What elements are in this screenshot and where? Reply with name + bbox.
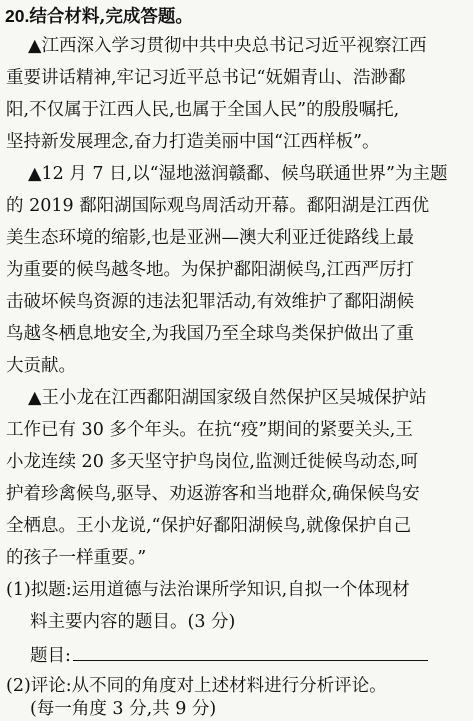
- material-3-line-2: 工作已有 30 多个年头。在抗“疫”期间的紧要关头,王: [6, 420, 413, 440]
- material-1-line-4: 坚持新发展理念,奋力打造美丽中国“江西样板”。: [6, 132, 380, 152]
- material-1-line-3: 阳,不仅属于江西人民,也属于全国人民”的殷殷嘱托,: [6, 100, 400, 120]
- material-3-line-1: ▲王小龙在江西鄱阳湖国家级自然保护区吴城保护站: [28, 388, 427, 408]
- subquestion-2-line-2: (每一角度 3 分,共 9 分): [30, 699, 217, 719]
- question-header: [5, 2, 473, 30]
- material-2-line-3: 美生态环境的缩影,也是亚洲—澳大利亚迁徙路线上最: [6, 228, 415, 248]
- answer-row: [30, 640, 473, 668]
- material-2-line-6: 鸟越冬栖息地安全,为我国乃至全球鸟类保护做出了重: [6, 324, 415, 344]
- material-3-line-4: 护着珍禽候鸟,驱导、劝返游客和当地群众,确保候鸟安: [6, 484, 420, 504]
- subquestion-1-line-1: (1)拟题:运用道德与法治课所学知识,自拟一个体现材: [6, 580, 410, 600]
- material-2-line-7: 大贡献。: [6, 356, 76, 376]
- material-3-line-6: 的孩子一样重要。”: [6, 548, 147, 568]
- material-2-line-4: 为重要的候鸟越冬地。为保护鄱阳湖候鸟,江西严厉打: [6, 260, 415, 280]
- question-number: 20.: [5, 6, 30, 26]
- answer-blank-line[interactable]: [73, 640, 428, 661]
- material-1-line-1: ▲江西深入学习贯彻中共中央总书记习近平视察江西: [28, 36, 427, 56]
- subquestion-2-line-1: (2)评论:从不同的角度对上述材料进行分析评论。: [6, 676, 387, 696]
- material-3-line-5: 全栖息。王小龙说,“保护好鄱阳湖候鸟,就像保护自己: [6, 516, 412, 536]
- material-2-line-1: ▲12 月 7 日,以“湿地滋润赣鄱、候鸟联通世界”为主题: [28, 164, 448, 184]
- answer-label: 题目:: [30, 646, 71, 666]
- material-3-line-3: 小龙连续 20 多天坚守护鸟岗位,监测迁徙候鸟动态,呵: [6, 452, 419, 472]
- material-2-line-2: 的 2019 鄱阳湖国际观鸟周活动开幕。鄱阳湖是江西优: [6, 196, 430, 216]
- material-2-line-5: 击破坏候鸟资源的违法犯罪活动,有效维护了鄱阳湖候: [6, 292, 415, 312]
- material-1-line-2: 重要讲话精神,牢记习近平总书记“妩媚青山、浩渺鄱: [6, 68, 406, 88]
- subquestion-1-line-2: 料主要内容的题目。(3 分): [30, 612, 236, 632]
- question-prompt: 结合材料,完成答题。: [29, 7, 193, 27]
